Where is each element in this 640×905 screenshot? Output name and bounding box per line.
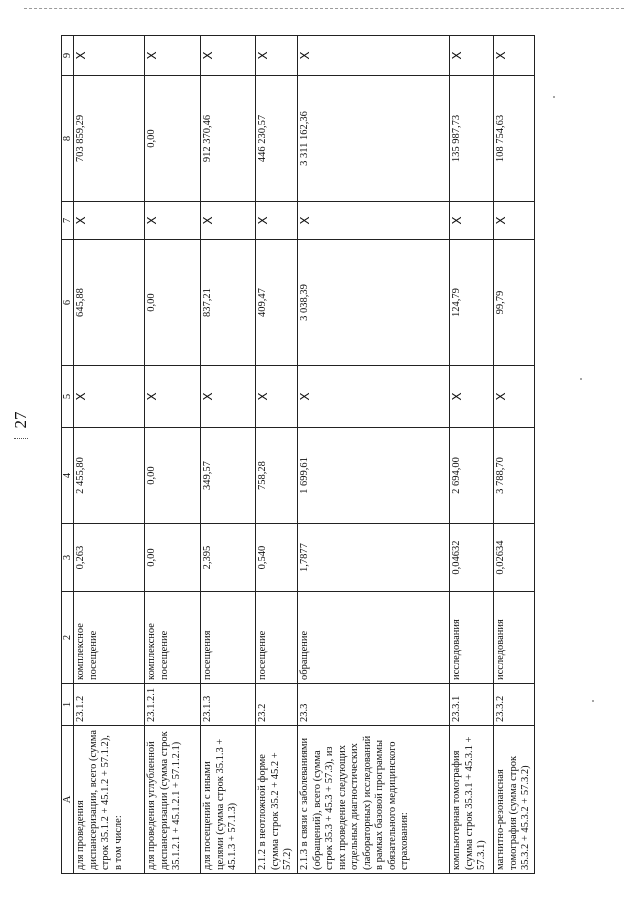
row-name-cell: 2.1.3 в связи с заболеваниями (обращений), всего (сумма строк 35.3 + 45.3 + 57.3), из них проведение следующих отдельных диагностических (лабораторных) исследований в рамках базовой программы обязательного медицинского страхования:	[298, 726, 450, 874]
unit-cell: исследования	[450, 592, 494, 684]
value-cell-3: 1,7877	[298, 524, 450, 592]
value-cell-3: 0,263	[74, 524, 145, 592]
value-cell-3: 0,00	[145, 524, 201, 592]
value-cell-8: 912 370,46	[201, 76, 256, 202]
unit-cell: посещения	[201, 592, 256, 684]
value-cell-5: Х	[145, 366, 201, 428]
column-header-5: 5	[62, 366, 74, 428]
row-code-cell: 23.1.3	[201, 684, 256, 726]
page-number: 27	[11, 411, 30, 429]
value-cell-8: 108 754,63	[494, 76, 535, 202]
value-cell-9: Х	[145, 36, 201, 76]
unit-cell: обращение	[298, 592, 450, 684]
value-cell-6: 0,00	[145, 240, 201, 366]
value-cell-3: 0,04632	[450, 524, 494, 592]
value-cell-4: 2 694,00	[450, 428, 494, 524]
value-cell-3: 0,540	[256, 524, 298, 592]
value-cell-7: Х	[201, 202, 256, 240]
row-code-cell: 23.1.2	[74, 684, 145, 726]
row-code-cell: 23.1.2.1	[145, 684, 201, 726]
value-cell-7: Х	[494, 202, 535, 240]
value-cell-9: Х	[494, 36, 535, 76]
table-row	[145, 36, 201, 874]
column-header-8: 8	[62, 76, 74, 202]
value-cell-9: Х	[450, 36, 494, 76]
row-code-cell: 23.3.1	[450, 684, 494, 726]
column-header-1: 1	[62, 684, 74, 726]
value-cell-7: Х	[298, 202, 450, 240]
value-cell-5: Х	[298, 366, 450, 428]
value-cell-3: 2,395	[201, 524, 256, 592]
rotated-table-container	[61, 36, 531, 874]
row-name-cell: для проведения диспансеризации, всего (сумма строк 35.1.2 + 45.1.2 + 57.1.2), в том числе:	[74, 726, 145, 874]
value-cell-9: Х	[201, 36, 256, 76]
value-cell-8: 703 859,29	[74, 76, 145, 202]
table-row	[494, 36, 535, 874]
row-code-cell: 23.3	[298, 684, 450, 726]
table-header-row	[62, 36, 74, 874]
value-cell-5: Х	[450, 366, 494, 428]
value-cell-8: 135 987,73	[450, 76, 494, 202]
scan-mark	[14, 438, 28, 439]
unit-cell: исследования	[494, 592, 535, 684]
value-cell-3: 0,02634	[494, 524, 535, 592]
value-cell-4: 3 788,70	[494, 428, 535, 524]
row-code-cell: 23.2	[256, 684, 298, 726]
value-cell-5: Х	[201, 366, 256, 428]
row-code-cell: 23.3.2	[494, 684, 535, 726]
unit-cell: комплексное посещение	[74, 592, 145, 684]
value-cell-5: Х	[74, 366, 145, 428]
value-cell-6: 3 038,39	[298, 240, 450, 366]
column-header-2: 2	[62, 592, 74, 684]
value-cell-5: Х	[494, 366, 535, 428]
scan-speck	[592, 700, 594, 702]
value-cell-4: 2 455,80	[74, 428, 145, 524]
table-row	[450, 36, 494, 874]
value-cell-9: Х	[298, 36, 450, 76]
column-header-4: 4	[62, 428, 74, 524]
row-name-cell: компьютерная томография (сумма строк 35.3.1 + 45.3.1 + 57.3.1)	[450, 726, 494, 874]
unit-cell: комплексное посещение	[145, 592, 201, 684]
column-header-6: 6	[62, 240, 74, 366]
row-name-cell: для посещений с иными целями (сумма строк 35.1.3 + 45.1.3 + 57.1.3)	[201, 726, 256, 874]
value-cell-7: Х	[74, 202, 145, 240]
value-cell-5: Х	[256, 366, 298, 428]
row-name-cell: магнитно-резонансная томография (сумма строк 35.3.2 + 45.3.2 + 57.3.2)	[494, 726, 535, 874]
value-cell-6: 837,21	[201, 240, 256, 366]
value-cell-7: Х	[145, 202, 201, 240]
value-cell-8: 446 230,57	[256, 76, 298, 202]
value-cell-4: 0,00	[145, 428, 201, 524]
value-cell-6: 409,47	[256, 240, 298, 366]
value-cell-6: 124,79	[450, 240, 494, 366]
column-header-3: 3	[62, 524, 74, 592]
value-cell-4: 349,57	[201, 428, 256, 524]
column-header-9: 9	[62, 36, 74, 76]
table-row	[201, 36, 256, 874]
value-cell-4: 1 699,61	[298, 428, 450, 524]
value-cell-7: Х	[450, 202, 494, 240]
table-row	[256, 36, 298, 874]
value-cell-8: 0,00	[145, 76, 201, 202]
scan-speck	[553, 96, 555, 98]
value-cell-9: Х	[256, 36, 298, 76]
row-name-cell: 2.1.2 в неотложной форме (сумма строк 35.2 + 45.2 + 57.2)	[256, 726, 298, 874]
column-header-a: A	[62, 726, 74, 874]
data-table	[61, 35, 535, 874]
value-cell-6: 645,88	[74, 240, 145, 366]
value-cell-4: 758,28	[256, 428, 298, 524]
value-cell-6: 99,79	[494, 240, 535, 366]
value-cell-8: 3 311 162,36	[298, 76, 450, 202]
value-cell-9: Х	[74, 36, 145, 76]
unit-cell: посещение	[256, 592, 298, 684]
scan-speck	[580, 378, 582, 380]
table-row	[74, 36, 145, 874]
table-row	[298, 36, 450, 874]
row-name-cell: для проведения углубленной диспансеризации (сумма строк 35.1.2.1 + 45.1.2.1 + 57.1.2.1)	[145, 726, 201, 874]
column-header-7: 7	[62, 202, 74, 240]
page-top-rule	[24, 8, 624, 9]
value-cell-7: Х	[256, 202, 298, 240]
